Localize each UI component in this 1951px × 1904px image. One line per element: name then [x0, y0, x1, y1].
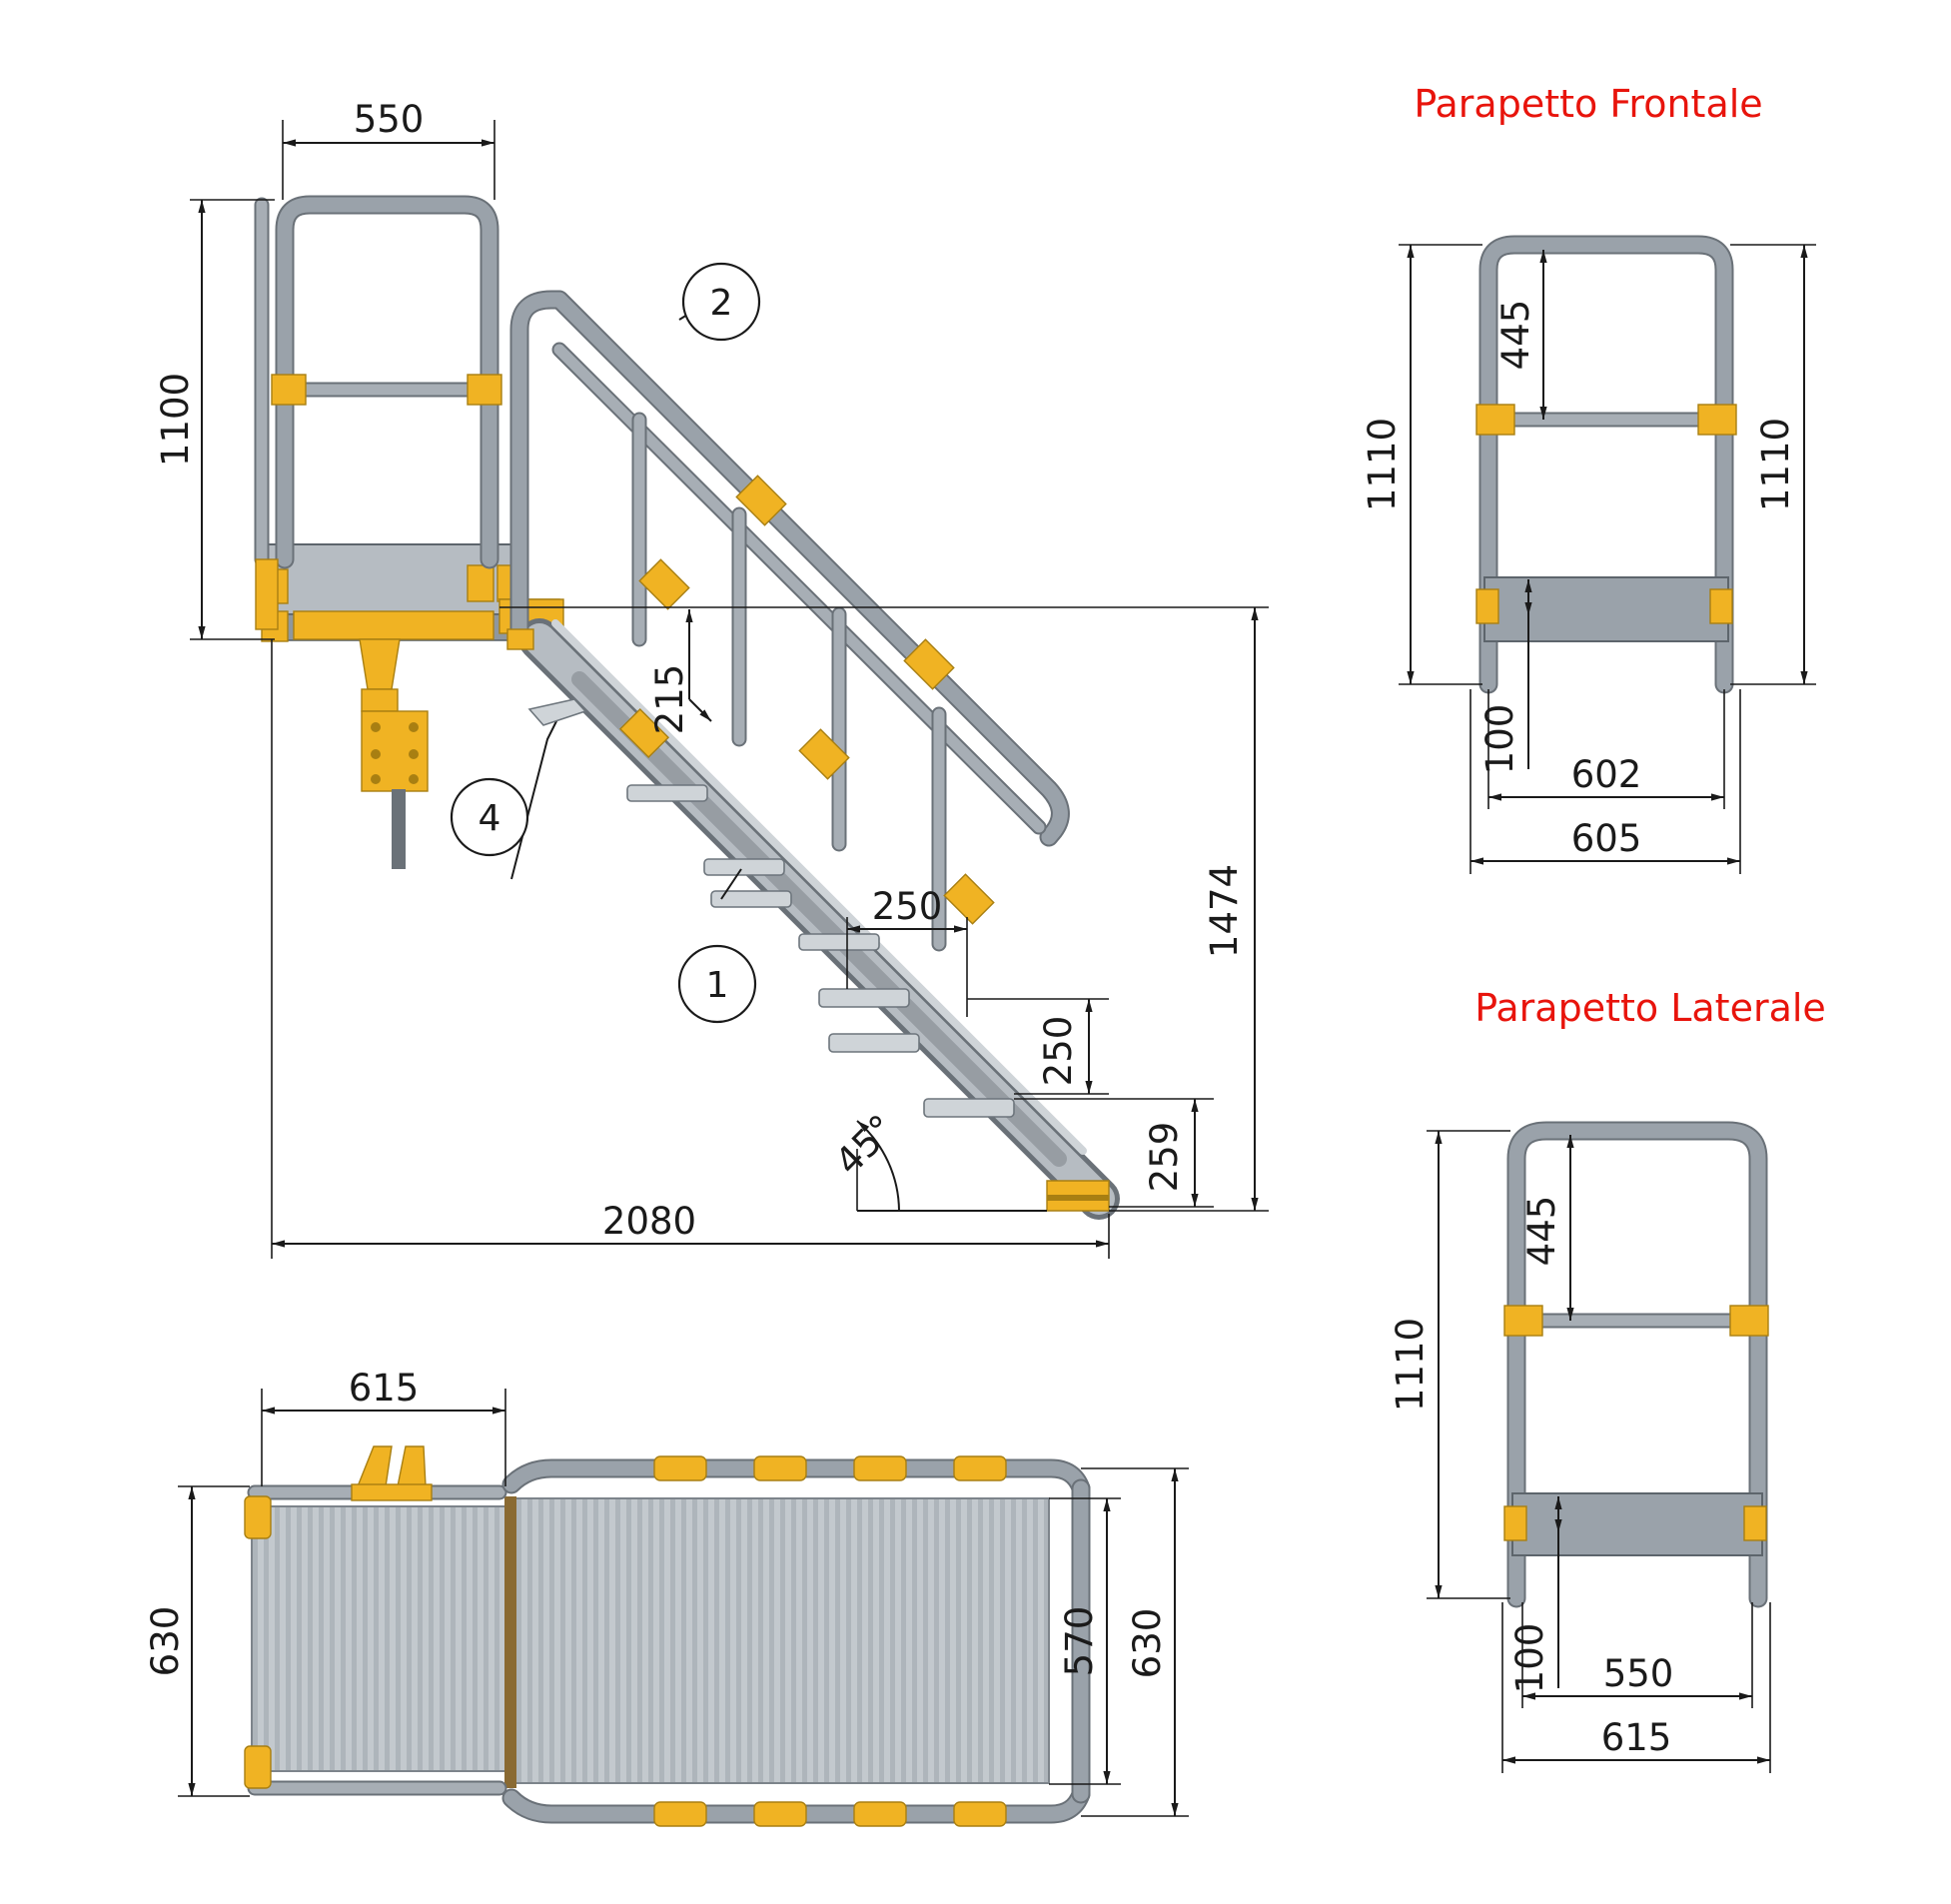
post-base-left: [256, 559, 278, 629]
dim-plan-630-left: [144, 1486, 250, 1796]
dim-front-605-text: 605: [1570, 817, 1642, 860]
dim-front-602-text: 602: [1570, 753, 1642, 796]
front-clamp-right: [1698, 405, 1736, 435]
dim-side-615-text: 615: [1600, 1716, 1672, 1759]
plan-clamp-t4: [954, 1456, 1006, 1480]
dim-plan-615-text: 615: [348, 1367, 420, 1410]
plan-clamp-t1: [654, 1456, 706, 1480]
clamp-e: [944, 874, 993, 923]
rail-clamp-1: [272, 375, 306, 405]
tread-5: [819, 989, 909, 1007]
dim-front-1110-right-text: 1110: [1754, 417, 1797, 512]
tread-2: [704, 859, 784, 875]
fork-base: [352, 1484, 432, 1500]
side-toe-clamp-right: [1744, 1506, 1766, 1540]
view-main-side-elevation: [154, 98, 1269, 1259]
dim-front-1110-left-text: 1110: [1361, 417, 1404, 512]
balloon-4: [452, 779, 527, 855]
front-toeboard: [1484, 577, 1728, 641]
dim-1100-text: 1100: [154, 372, 197, 468]
dim-plan-630-right-text: 630: [1126, 1607, 1169, 1679]
dim-front-1110-left: [1361, 245, 1482, 684]
dim-front-1110-right: [1730, 245, 1816, 684]
dim-550-text: 550: [353, 98, 425, 141]
dim-front-445: [1494, 250, 1543, 420]
dim-side-445-text: 445: [1520, 1195, 1563, 1267]
plan-clamp-t2: [754, 1456, 806, 1480]
side-toeboard: [1512, 1493, 1762, 1555]
front-toe-clamp-left: [1476, 589, 1498, 623]
plan-stair-grate: [514, 1498, 1049, 1783]
dim-1474-text: 1474: [1203, 863, 1246, 959]
balloon-4-label: 4: [478, 798, 501, 839]
tread-3: [711, 891, 791, 907]
plan-clamp-b2: [754, 1802, 806, 1826]
dim-side-550: [1522, 1602, 1752, 1708]
side-toe-clamp-left: [1504, 1506, 1526, 1540]
tread-7: [924, 1099, 1014, 1117]
dim-250-rise-text: 250: [1037, 1015, 1080, 1087]
stair-stringer-assembly: [539, 623, 1109, 1211]
front-clamp-left: [1476, 405, 1514, 435]
dim-plan-630-left-text: 630: [144, 1605, 187, 1677]
plan-clamp-b1: [654, 1802, 706, 1826]
dim-front-100-text: 100: [1478, 703, 1521, 775]
dim-550: [283, 98, 494, 200]
plan-divider: [504, 1496, 516, 1788]
plan-clamp-t3: [854, 1456, 906, 1480]
dim-side-1110-text: 1110: [1389, 1317, 1432, 1413]
leader-4: [511, 699, 585, 879]
balloon-1-label: 1: [705, 965, 729, 1006]
front-toe-clamp-right: [1710, 589, 1732, 623]
plan-clamp-l1: [245, 1496, 271, 1538]
plate-right-upper: [468, 565, 493, 601]
title-parapetto-laterale: Parapetto Laterale: [1474, 986, 1826, 1030]
plan-clamp-l2: [245, 1746, 271, 1788]
node4-detail: [529, 699, 585, 725]
clamp-b: [639, 559, 688, 608]
support-leg: [392, 789, 406, 869]
dim-2080-text: 2080: [601, 1200, 697, 1243]
view-side-guardrail: [1389, 986, 1826, 1773]
plan-clamp-b4: [954, 1802, 1006, 1826]
view-top-plan: [144, 1367, 1189, 1826]
dim-side-550-text: 550: [1602, 1652, 1674, 1695]
tread-1: [627, 785, 707, 801]
dim-215-text: 215: [648, 663, 691, 735]
platform-edge-band: [294, 611, 493, 639]
dim-side-445: [1520, 1135, 1570, 1321]
fork-right: [398, 1446, 426, 1486]
balloon-2: [679, 264, 759, 340]
dim-250-going-text: 250: [871, 885, 943, 928]
plan-clamp-b3: [854, 1802, 906, 1826]
plan-hinge-fork: [352, 1446, 432, 1500]
dim-front-445-text: 445: [1494, 299, 1537, 371]
dim-45-deg-text: 45°: [826, 1106, 904, 1184]
rail-clamp-2: [468, 375, 501, 405]
balloon-2-label: 2: [709, 283, 733, 324]
tread-4: [799, 934, 879, 950]
bracket-clamp: [360, 639, 400, 689]
stringer-highlight: [555, 623, 1083, 1151]
dim-front-602: [1488, 689, 1724, 809]
dim-side-100-text: 100: [1508, 1622, 1551, 1694]
side-clamp-right: [1730, 1306, 1768, 1336]
stair-rail-base: [507, 629, 533, 649]
bracket-foot: [362, 689, 398, 711]
title-parapetto-frontale: Parapetto Frontale: [1414, 82, 1763, 126]
dim-259-text: 259: [1143, 1121, 1186, 1193]
dim-side-1110: [1389, 1131, 1510, 1598]
tread-6: [829, 1034, 919, 1052]
fork-left: [358, 1446, 392, 1486]
foot-grip: [1047, 1195, 1109, 1201]
view-front-guardrail: [1361, 82, 1816, 874]
dim-plan-570-text: 570: [1058, 1605, 1101, 1677]
plan-platform-grate: [252, 1506, 506, 1771]
dim-215: [648, 609, 711, 734]
side-clamp-left: [1504, 1306, 1542, 1336]
